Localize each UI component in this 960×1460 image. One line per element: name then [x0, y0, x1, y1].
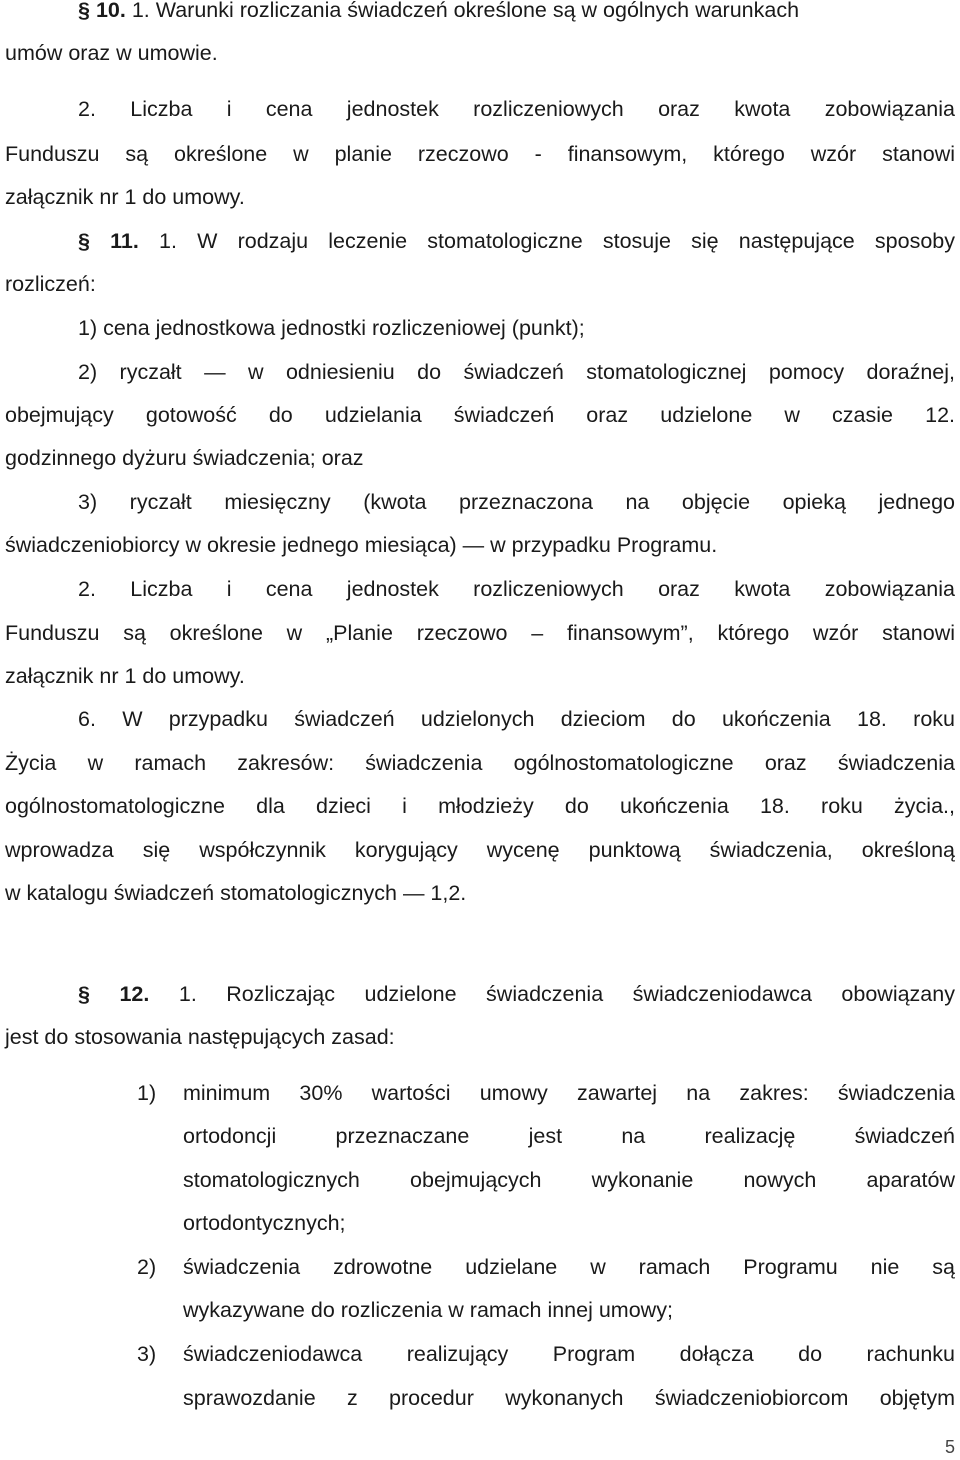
section-sign: §: [78, 0, 90, 22]
rule-3-line: świadczeniodawca realizujący Program dołącza do rachunku: [183, 1342, 955, 1366]
text-line: jest do stosowania następujących zasad:: [5, 1025, 395, 1049]
paragraph-text: 1. Warunki rozliczania świadczeń określone są w ogólnych warunkach: [131, 0, 800, 22]
paragraph-11-1: [78, 226, 955, 256]
rule-1-line: minimum 30% wartości umowy zawartej na zakres: świadczenia: [183, 1081, 955, 1105]
text-line: Życia w ramach zakresów: świadczenia ogólnostomatologiczne oraz świadczenia: [5, 751, 955, 775]
list-item-2: 2) ryczałt — w odniesieniu do świadczeń stomatologicznej pomocy doraźnej,: [78, 360, 955, 384]
text-line: ogólnostomatologiczne dla dzieci i młodzieży do ukończenia 18. roku życia.,: [5, 794, 955, 818]
paragraph-text: 1. Rozliczając udzielone świadczenia świadczeniodawca obowiązany: [178, 982, 955, 1006]
rule-3-line: sprawozdanie z procedur wykonanych świadczeniobiorcom objętym: [183, 1386, 955, 1410]
section-number: 10.: [95, 0, 126, 22]
paragraph-12-1: [78, 979, 955, 1009]
section-sign: §: [78, 982, 90, 1006]
rule-2-line: świadczenia zdrowotne udzielane w ramach Programu nie są: [183, 1255, 955, 1279]
rule-1-line: ortodontycznych;: [183, 1211, 346, 1235]
text-line: obejmujący gotowość do udzielania świadczeń oraz udzielone w czasie 12.: [5, 403, 955, 427]
list-item-3: 3) ryczałt miesięczny (kwota przeznaczona na objęcie opieką jednego: [78, 490, 955, 514]
text-line: Funduszu są określone w „Planie rzeczowo – finansowym”, którego wzór stanowi: [5, 621, 955, 645]
text-line: wprowadza się współczynnik korygujący wycenę punktową świadczenia, określoną: [5, 838, 955, 862]
text-line: załącznik nr 1 do umowy.: [5, 664, 245, 688]
text-line: umów oraz w umowie.: [5, 41, 218, 65]
list-item-1: 1) cena jednostkowa jednostki rozliczeniowej (punkt);: [78, 316, 585, 340]
rule-2-line: wykazywane do rozliczenia w ramach innej umowy;: [183, 1298, 673, 1322]
list-number-2: 2): [137, 1255, 157, 1279]
text-line: rozliczeń:: [5, 272, 96, 296]
page-number: 5: [944, 1437, 955, 1457]
text-line: świadczeniobiorcy w okresie jednego miesiąca) — w przypadku Programu.: [5, 533, 718, 557]
text-line: godzinnego dyżuru świadczenia; oraz: [5, 446, 364, 470]
text-line: załącznik nr 1 do umowy.: [5, 185, 245, 209]
list-number-3: 3): [137, 1342, 157, 1366]
paragraph-text: 1. W rodzaju leczenie stomatologiczne stosuje się następujące sposoby: [159, 229, 955, 253]
paragraph-11-6: 6. W przypadku świadczeń udzielonych dzieciom do ukończenia 18. roku: [78, 707, 955, 731]
text-line: w katalogu świadczeń stomatologicznych — 1,2.: [5, 881, 467, 905]
section-number: 12.: [119, 982, 150, 1006]
section-sign: §: [78, 229, 90, 253]
text-line: Funduszu są określone w planie rzeczowo - finansowym, którego wzór stanowi: [5, 142, 955, 166]
list-number-1: 1): [137, 1081, 157, 1105]
rule-1-line: stomatologicznych obejmujących wykonanie nowych aparatów: [183, 1168, 955, 1192]
section-number: 11.: [110, 229, 139, 253]
rule-1-line: ortodoncji przeznaczane jest na realizację świadczeń: [183, 1124, 955, 1148]
paragraph-10-1: [78, 0, 955, 25]
text-line: 2. Liczba i cena jednostek rozliczeniowych oraz kwota zobowiązania: [78, 97, 955, 121]
paragraph-11-2: 2. Liczba i cena jednostek rozliczeniowych oraz kwota zobowiązania: [78, 577, 955, 601]
